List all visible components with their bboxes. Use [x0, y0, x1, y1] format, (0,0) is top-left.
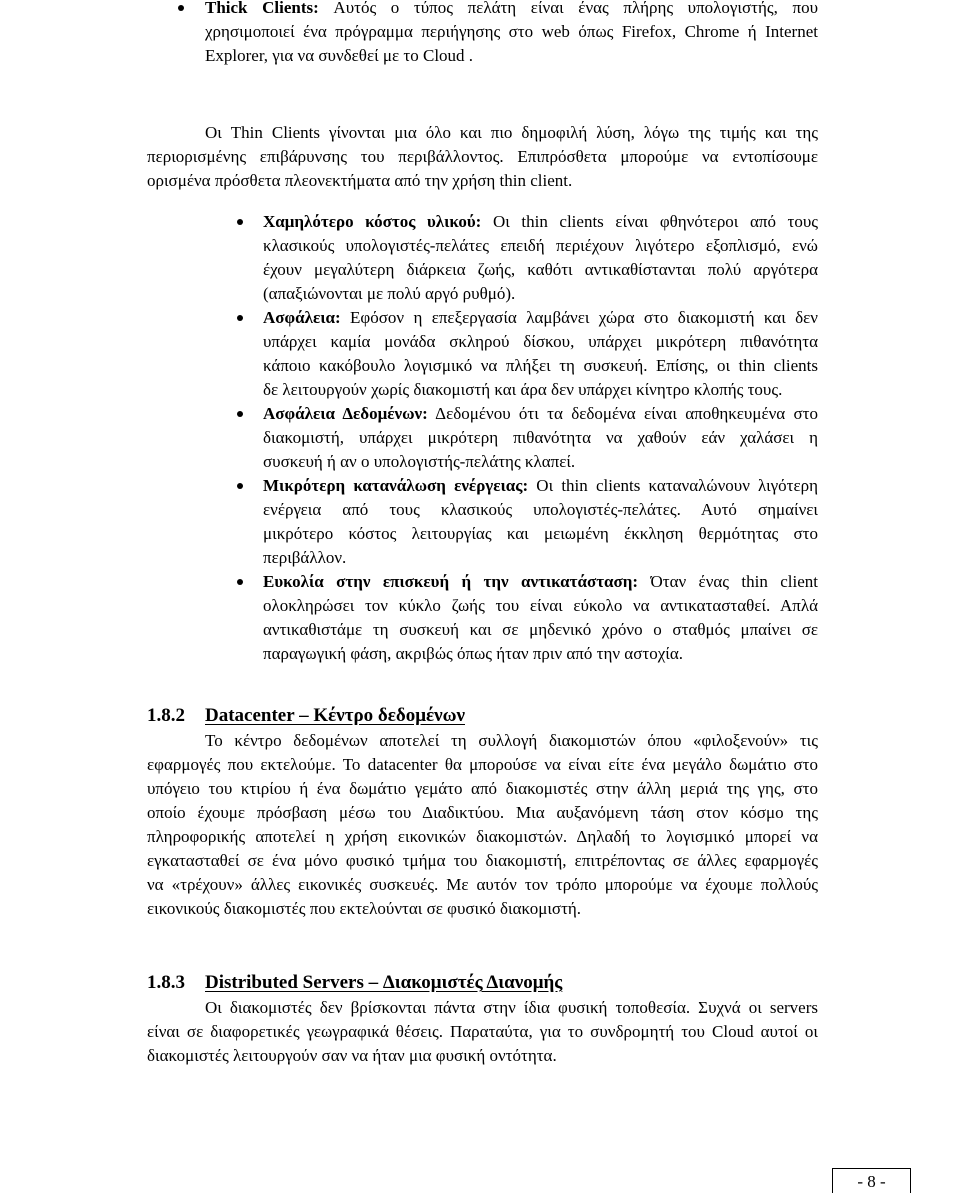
list-item [263, 474, 818, 570]
bullet-icon [237, 579, 243, 585]
text-line: υπόγειο του κτιρίου ή ένα δωμάτιο γεμάτο από διακομιστές στην άλλη μεριά της γης, στο [147, 779, 818, 798]
section-title: Datacenter – Κέντρο δεδομένων [205, 705, 465, 726]
bullet-label: Ασφάλεια: [263, 308, 341, 327]
bullet-icon [237, 219, 243, 225]
bullet-text: Οι thin clients καταναλώνουν λιγότερη [536, 476, 819, 495]
text-line: να «τρέχουν» άλλες εικονικές συσκευές. Με αυτόν τον τρόπο μπορούμε να έχουμε πολλούς [147, 875, 818, 894]
text-line: παραγωγική φάση, ακριβώς όπως ήταν πριν από την αστοχία. [263, 644, 683, 663]
text-line [263, 402, 818, 426]
text-line: πληροφορικής αποτελεί η χρήση εικονικών διακομιστών. Δηλαδή το λογισμικό μπορεί να [147, 827, 818, 846]
text-line: διακομιστή, υπάρχει μικρότερη πιθανότητα να χαθούν εάν χαλάσει η [263, 428, 818, 447]
text-line: εφαρμογές που εκτελούμε. Το datacenter θα μπορούσε να είναι είτε ένα μεγάλο δωμάτιο στο [147, 755, 818, 774]
bullet-label: Μικρότερη κατανάλωση ενέργειας: [263, 476, 529, 495]
bullet-label: Χαμηλότερο κόστος υλικού: [263, 212, 482, 231]
text-line: κλασικούς υπολογιστές-πελάτες επειδή περιέχουν λιγότερο εξοπλισμό, ενώ [263, 236, 818, 255]
text-line: εγκατασταθεί σε ένα μόνο φυσικό τμήμα του διακομιστή, επιτρέποντας σε άλλες εφαρμογές [147, 851, 818, 870]
text-line: μικρότερο κόστος λειτουργίας και μειωμένη έκκληση θερμότητας στο [263, 524, 818, 543]
bullet-text: Οι thin clients είναι φθηνότεροι από τους [492, 212, 819, 231]
bullet-label: Ευκολία στην επισκευή ή την αντικατάσταση: [263, 572, 639, 591]
text-line [263, 306, 818, 330]
text-line: Οι διακομιστές δεν βρίσκονται πάντα στην ίδια φυσική τοποθεσία. Συχνά οι servers [205, 998, 818, 1017]
list-item [263, 570, 818, 666]
bullet-text: Αυτός ο τύπος πελάτη είναι ένας πλήρης υπολογιστής, που [333, 0, 818, 17]
text-line: διακομιστές λειτουργούν σαν να ήταν μια φυσική οντότητα. [147, 1046, 557, 1065]
text-line: Explorer, για να συνδεθεί με το Cloud . [205, 46, 474, 65]
list-item [263, 306, 818, 402]
bullet-text: Δεδομένου ότι τα δεδομένα είναι αποθηκευμένα στο [435, 404, 818, 423]
text-line: κάποιο κακόβουλο λογισμικό να πλήξει τη συσκευή. Επίσης, οι thin clients [263, 356, 818, 375]
advantages-list [263, 210, 818, 666]
section-title: Distributed Servers – Διακομιστές Διανομής [205, 972, 563, 993]
thick-clients-bullet [205, 0, 818, 68]
text-line: έχουν μεγαλύτερη διάρκεια ζωής, καθότι αντικαθίστανται πολύ αργότερα [263, 260, 818, 279]
bullet-icon [237, 483, 243, 489]
text-line: περιβάλλον. [263, 548, 347, 567]
bullet-label: Thick Clients: [205, 0, 319, 17]
section-paragraph [147, 729, 818, 921]
text-line: αντικαθιστάμε τη συσκευή και σε μηδενικό χρόνο ο σταθμός μπαίνει σε [263, 620, 818, 639]
section-heading [147, 704, 465, 728]
text-line: περιορισμένης επιβάρυνσης του περιβάλλοντος. Επιπρόσθετα μπορούμε να εντοπίσουμε [147, 147, 818, 166]
page-number: - 8 - [832, 1168, 911, 1193]
text-line: (απαξιώνονται με πολύ αργό ρυθμό). [263, 284, 516, 303]
section-paragraph [147, 996, 818, 1068]
text-line [205, 0, 818, 20]
text-line: οποίο έχουμε πρόσβαση μέσω του Διαδικτύου. Μια αυξανόμενη τάση στον κόσμο της [147, 803, 818, 822]
bullet-icon [178, 5, 184, 11]
text-line: εικονικούς διακομιστές που εκτελούνται σε φυσικό διακομιστή. [147, 899, 582, 918]
text-line: είναι σε διαφορετικές γεωγραφικά θέσεις. Παραταύτα, για το συνδρομητή του Cloud αυτοί οι [147, 1022, 818, 1041]
section-number: 1.8.3 [147, 972, 185, 993]
text-line: ορισμένα πρόσθετα πλεονεκτήματα από την χρήση thin client. [147, 171, 573, 190]
text-line: Το κέντρο δεδομένων αποτελεί τη συλλογή διακομιστών όπου «φιλοξενούν» τις [205, 731, 818, 750]
bullet-label: Ασφάλεια Δεδομένων: [263, 404, 428, 423]
text-line [263, 474, 818, 498]
bullet-icon [237, 411, 243, 417]
text-line: Οι Thin Clients γίνονται μια όλο και πιο δημοφιλή λύση, λόγω της τιμής και της [205, 123, 818, 142]
list-item [263, 210, 818, 306]
text-line: χρησιμοποιεί ένα πρόγραμμα περιήγησης στο web όπως Firefox, Chrome ή Internet [205, 22, 818, 41]
intro-paragraph [147, 121, 818, 193]
bullet-text: Εφόσον η επεξεργασία λαμβάνει χώρα στο διακομιστή και δεν [350, 308, 818, 327]
text-line [263, 570, 818, 594]
text-line: υπάρχει καμία μονάδα σκληρού δίσκου, υπάρχει μικρότερη πιθανότητα [263, 332, 818, 351]
text-line: συσκευή ή αν ο υπολογιστής-πελάτης κλαπεί. [263, 452, 576, 471]
list-item [263, 402, 818, 474]
section-number: 1.8.2 [147, 705, 185, 726]
text-line: δε λειτουργούν χωρίς διακομιστή και άρα δεν υπάρχει κίνητρο κλοπής τους. [263, 380, 783, 399]
section-heading [147, 971, 562, 995]
text-line [263, 210, 818, 234]
text-line: ολοκληρώσει τον κύκλο ζωής του είναι εύκολο να αντικατασταθεί. Απλά [263, 596, 818, 615]
bullet-icon [237, 315, 243, 321]
text-line: ενέργεια από τους κλασικούς υπολογιστές-πελάτες. Αυτό σημαίνει [263, 500, 818, 519]
bullet-text: Όταν ένας thin client [650, 572, 818, 591]
